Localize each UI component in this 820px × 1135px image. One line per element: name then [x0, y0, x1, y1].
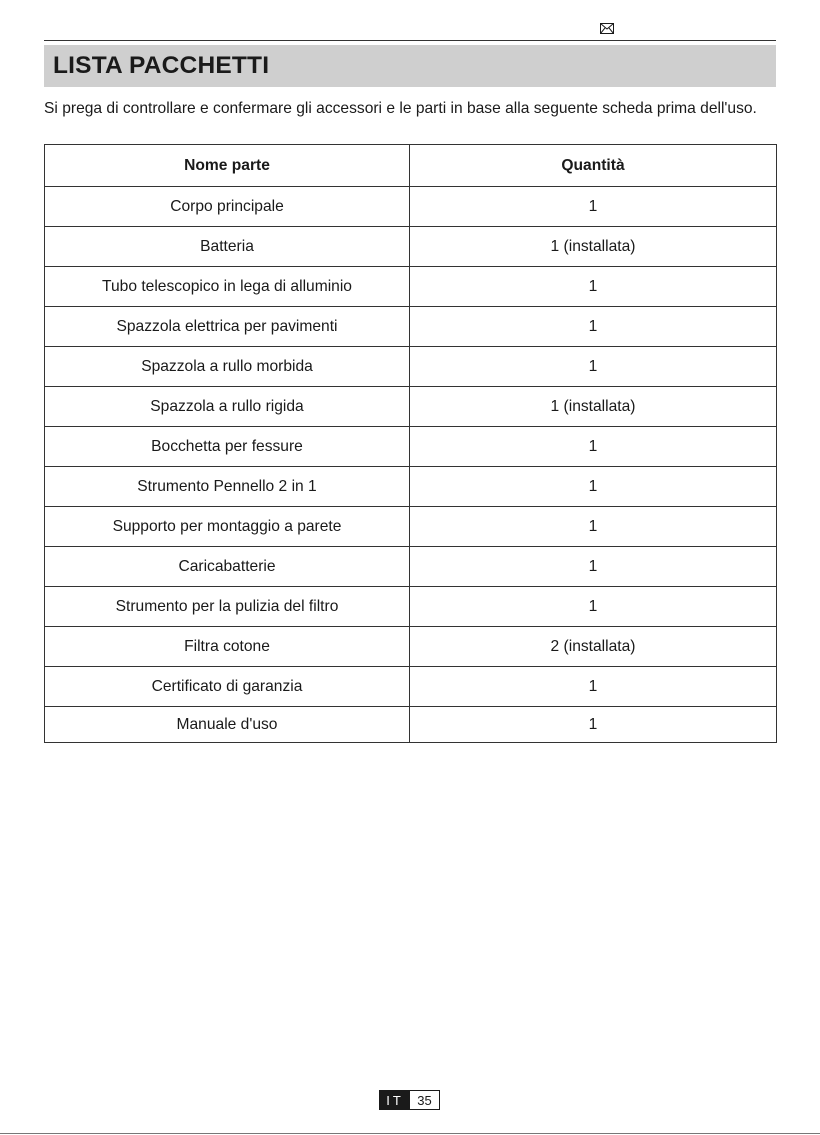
quantity-cell: 1 — [410, 307, 777, 347]
table-row — [45, 667, 777, 707]
quantity-cell: 1 — [410, 467, 777, 507]
quantity-cell: 2 (installata) — [410, 627, 777, 667]
part-name-cell: Spazzola elettrica per pavimenti — [45, 307, 410, 347]
column-header-quantity: Quantità — [410, 145, 777, 187]
part-name-cell: Caricabatterie — [45, 547, 410, 587]
quantity-cell: 1 — [410, 267, 777, 307]
page-title: LISTA PACCHETTI — [53, 52, 270, 79]
quantity-cell: 1 (installata) — [410, 227, 777, 267]
quantity-cell: 1 — [410, 427, 777, 467]
footer-rule — [0, 1133, 820, 1134]
part-name-cell: Spazzola a rullo morbida — [45, 347, 410, 387]
table-row — [45, 307, 777, 347]
quantity-cell: 1 — [410, 707, 777, 743]
part-name-cell: Certificato di garanzia — [45, 667, 410, 707]
part-name-cell: Manuale d'uso — [45, 707, 410, 743]
table-row — [45, 467, 777, 507]
part-name-cell: Strumento per la pulizia del filtro — [45, 587, 410, 627]
part-name-cell: Batteria — [45, 227, 410, 267]
part-name-cell: Bocchetta per fessure — [45, 427, 410, 467]
page-number: 35 — [410, 1091, 439, 1109]
part-name-cell: Supporto per montaggio a parete — [45, 507, 410, 547]
quantity-cell: 1 — [410, 547, 777, 587]
part-name-cell: Filtra cotone — [45, 627, 410, 667]
intro-paragraph: Si prega di controllare e confermare gli accessori e le parti in base alla seguente scheda prima dell'uso. — [44, 100, 757, 117]
table-row — [45, 707, 777, 743]
quantity-cell: 1 — [410, 507, 777, 547]
envelope-icon — [600, 23, 614, 34]
table-row — [45, 387, 777, 427]
table-row — [45, 547, 777, 587]
language-code: IT — [380, 1091, 410, 1109]
header-rule — [44, 40, 776, 41]
part-name-cell: Corpo principale — [45, 187, 410, 227]
table-row — [45, 267, 777, 307]
page-indicator — [379, 1090, 440, 1110]
table-row — [45, 227, 777, 267]
part-name-cell: Tubo telescopico in lega di alluminio — [45, 267, 410, 307]
quantity-cell: 1 — [410, 347, 777, 387]
quantity-cell: 1 — [410, 187, 777, 227]
quantity-cell: 1 — [410, 667, 777, 707]
column-header-part-name: Nome parte — [45, 145, 410, 187]
table-row — [45, 427, 777, 467]
quantity-cell: 1 (installata) — [410, 387, 777, 427]
section-title-bar — [44, 45, 776, 87]
table-row — [45, 587, 777, 627]
table-header-row — [45, 145, 777, 187]
table-row — [45, 627, 777, 667]
package-list-table — [44, 144, 777, 743]
table-row — [45, 347, 777, 387]
table-row — [45, 187, 777, 227]
table-row — [45, 507, 777, 547]
quantity-cell: 1 — [410, 587, 777, 627]
part-name-cell: Spazzola a rullo rigida — [45, 387, 410, 427]
part-name-cell: Strumento Pennello 2 in 1 — [45, 467, 410, 507]
